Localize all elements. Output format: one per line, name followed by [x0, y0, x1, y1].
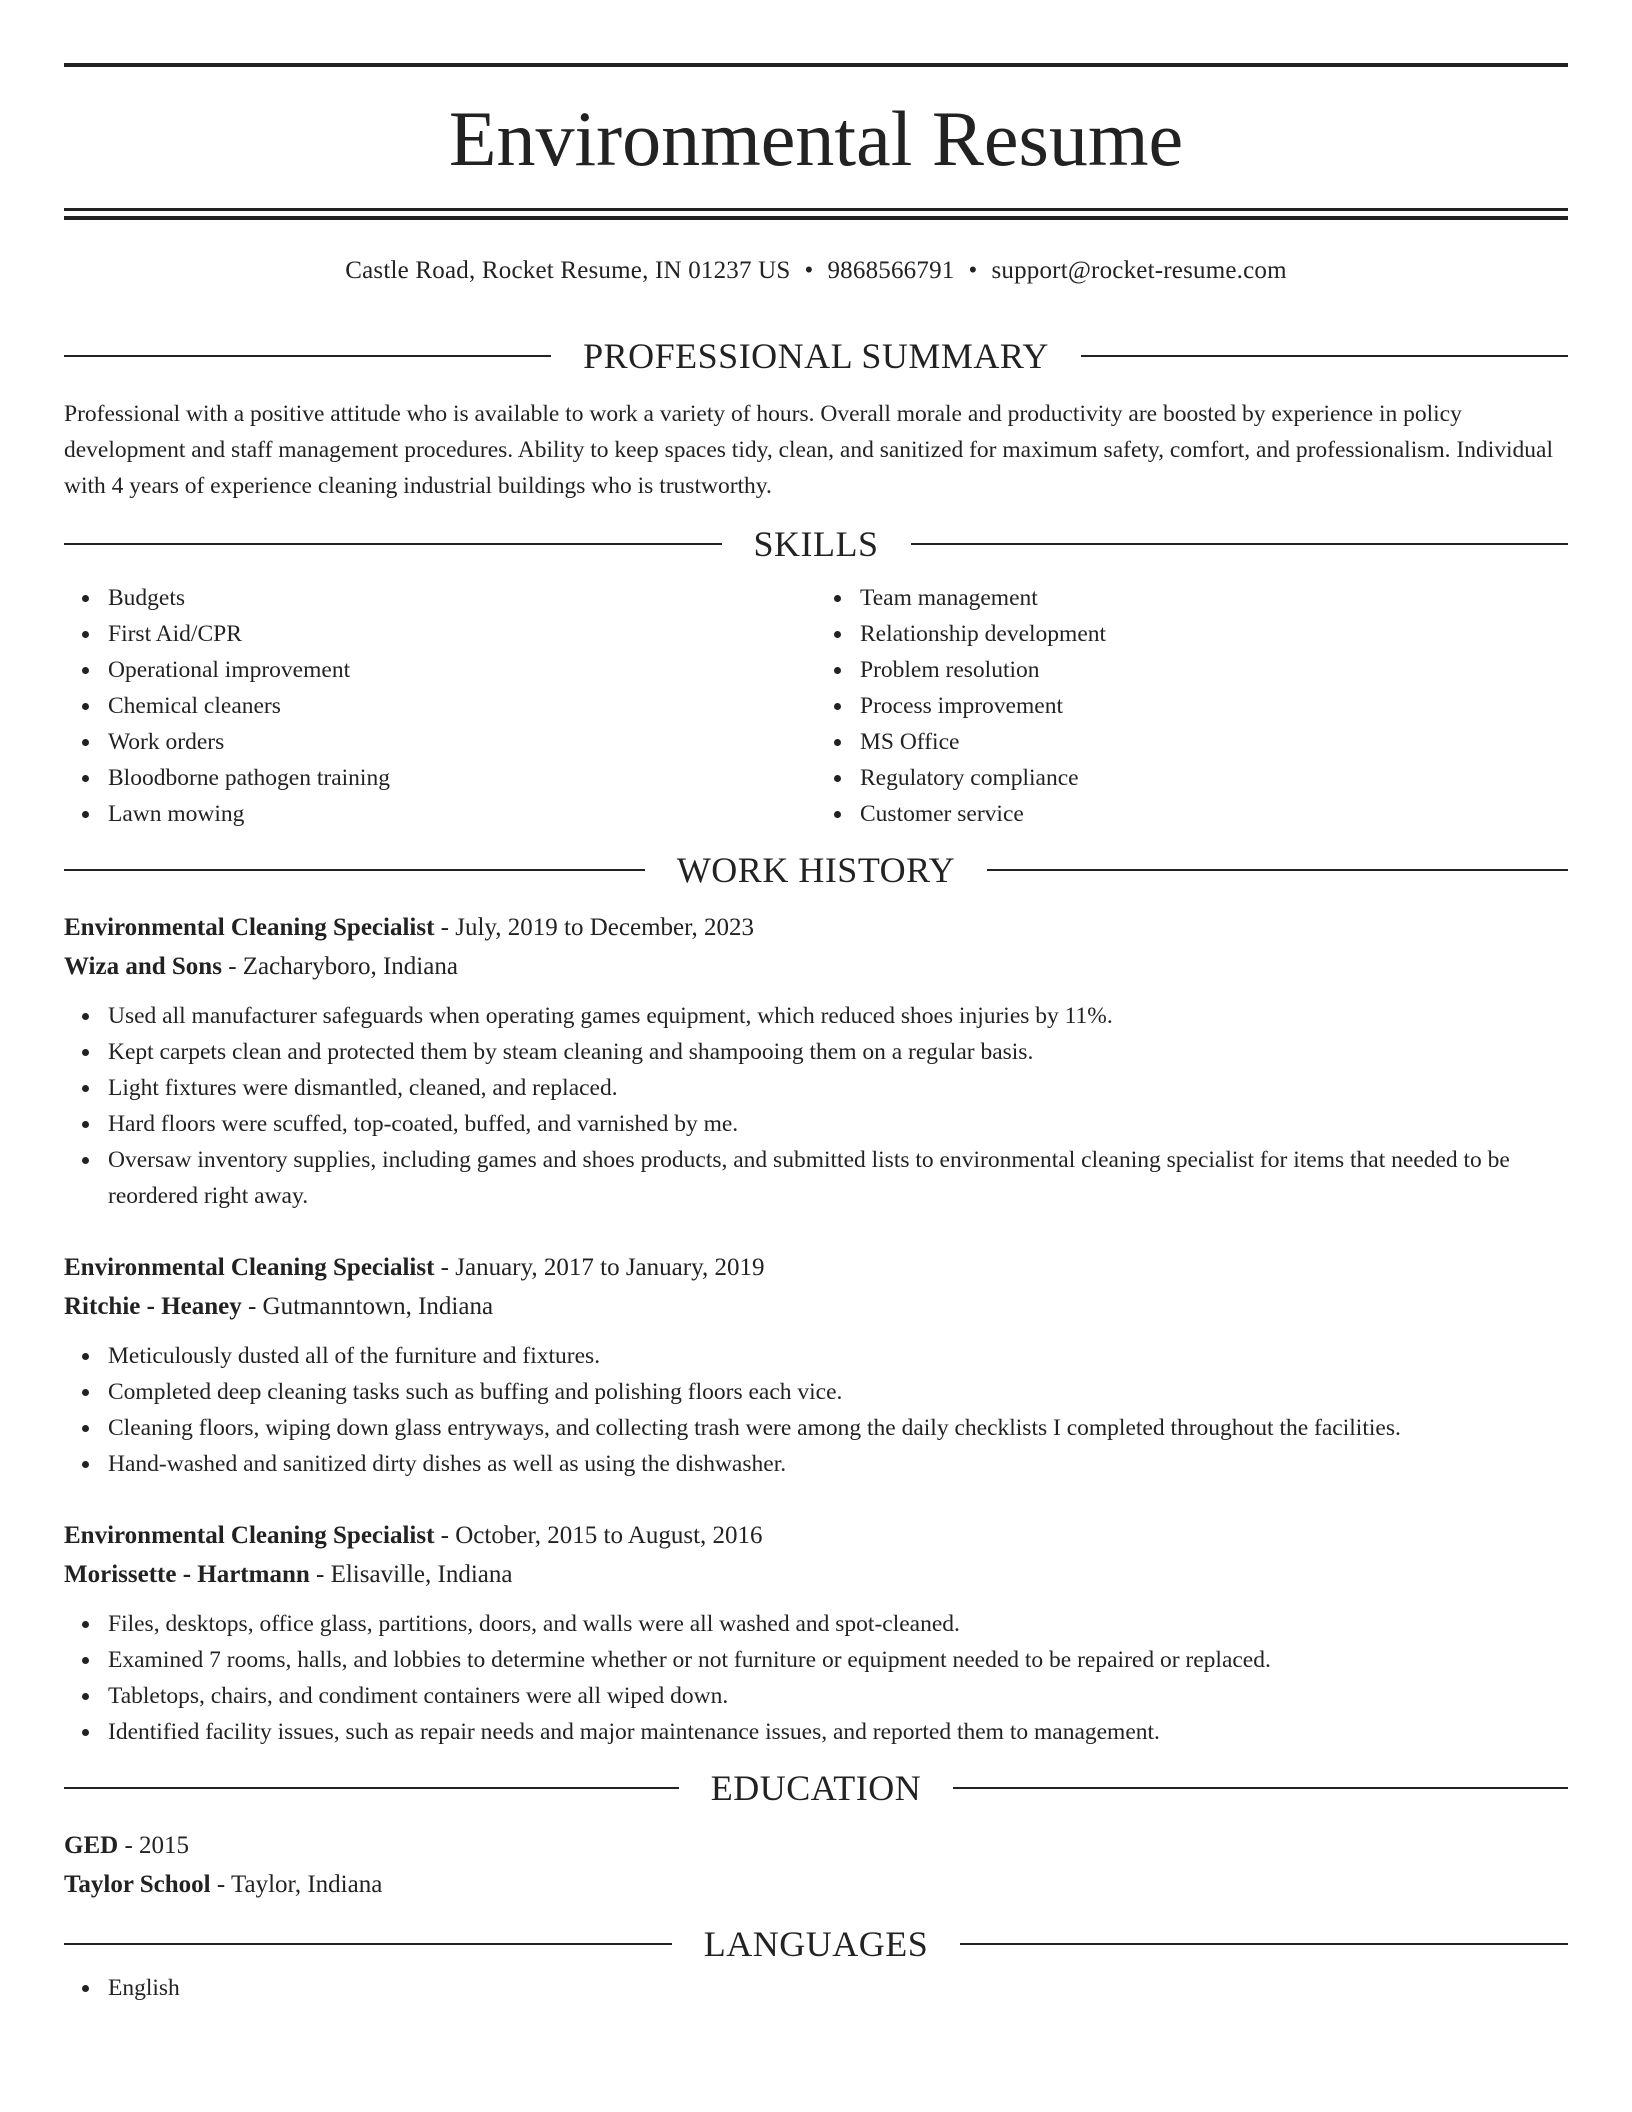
job-entry [64, 1248, 1568, 1482]
section-heading-education [64, 1762, 1568, 1814]
job-bullet: Files, desktops, office glass, partitions, doors, and walls were all washed and spot-cleaned. [108, 1606, 1568, 1642]
skill-item: Regulatory compliance [860, 760, 1568, 796]
summary-text: Professional with a positive attitude who is available to work a variety of hours. Overall morale and productivity are boosted by experience in policy development and staff management procedures. Ability to keep spaces tidy, clean, and sanitized for maximum safety, comfort, and professionalism. Individual with 4 years of experience cleaning industrial buildings who is trustworthy. [64, 401, 1553, 499]
education-degree-line [64, 1826, 1568, 1865]
skill-item: MS Office [860, 724, 1568, 760]
job-company-line [64, 1555, 1568, 1594]
job-company: Ritchie - Heaney [64, 1293, 242, 1320]
section-title: LANGUAGES [703, 1924, 929, 1964]
education-school-line [64, 1865, 1568, 1904]
skill-item: Relationship development [860, 616, 1568, 652]
job-bullets [64, 998, 1568, 1214]
job-bullet: Completed deep cleaning tasks such as buffing and polishing floors each vice. [108, 1374, 1568, 1410]
skills-list-right [816, 580, 1568, 832]
skill-item: Problem resolution [860, 652, 1568, 688]
education-year: - 2015 [118, 1832, 190, 1859]
skills-list-left [64, 580, 816, 832]
job-title: Environmental Cleaning Specialist [64, 1522, 435, 1549]
job-dates: - January, 2017 to January, 2019 [434, 1254, 765, 1281]
education-entry [64, 1826, 1568, 1904]
job-bullet: Cleaning floors, wiping down glass entryways, and collecting trash were among the daily checklists I completed throughout the facilities. [108, 1410, 1568, 1446]
education-degree: GED [64, 1832, 119, 1859]
job-bullet: Hand-washed and sanitized dirty dishes as well as using the dishwasher. [108, 1446, 1568, 1482]
skill-item: Work orders [108, 724, 816, 760]
top-rule [64, 63, 1568, 67]
job-bullet: Kept carpets clean and protected them by steam cleaning and shampooing them on a regular basis. [108, 1034, 1568, 1070]
section-heading-work [64, 844, 1568, 896]
skill-item: Chemical cleaners [108, 688, 816, 724]
skills-columns [64, 580, 1568, 832]
resume-title: Environmental Resume [448, 95, 1184, 182]
job-bullet: Tabletops, chairs, and condiment containers were all wiped down. [108, 1678, 1568, 1714]
job-company-line [64, 947, 1568, 986]
job-bullet: Hard floors were scuffed, top-coated, buffed, and varnished by me. [108, 1106, 1568, 1142]
heading-rule-left [64, 869, 645, 871]
skill-item: Lawn mowing [108, 796, 816, 832]
job-dates: - July, 2019 to December, 2023 [434, 914, 754, 941]
job-title-line [64, 1516, 1568, 1555]
section-title: PROFESSIONAL SUMMARY [583, 336, 1049, 376]
skill-item: Process improvement [860, 688, 1568, 724]
title-rule-upper [64, 208, 1568, 211]
job-location: - Elisaville, Indiana [309, 1561, 513, 1588]
heading-rule-right [911, 543, 1569, 545]
job-bullet: Light fixtures were dismantled, cleaned, and replaced. [108, 1070, 1568, 1106]
skill-item: Budgets [108, 580, 816, 616]
job-bullet: Identified facility issues, such as repair needs and major maintenance issues, and reported them to management. [108, 1714, 1568, 1750]
contact-separator: • [968, 257, 978, 284]
education-location: - Taylor, Indiana [210, 1871, 383, 1898]
job-location: - Zacharyboro, Indiana [221, 953, 458, 980]
section-heading-languages [64, 1918, 1568, 1970]
section-title: WORK HISTORY [676, 850, 956, 890]
skill-item: Team management [860, 580, 1568, 616]
contact-separator: • [804, 257, 814, 284]
job-title: Environmental Cleaning Specialist [64, 914, 435, 941]
job-company-line [64, 1287, 1568, 1326]
job-bullet: Used all manufacturer safeguards when operating games equipment, which reduced shoes injuries by 11%. [108, 998, 1568, 1034]
heading-rule-right [960, 1943, 1568, 1945]
languages-list [64, 1970, 1568, 2006]
heading-rule-right [953, 1787, 1568, 1789]
language-item: English [108, 1970, 1568, 2006]
job-title: Environmental Cleaning Specialist [64, 1254, 435, 1281]
contact-email: support@rocket-resume.com [991, 257, 1287, 284]
job-location: - Gutmanntown, Indiana [241, 1293, 494, 1320]
job-bullets [64, 1606, 1568, 1750]
heading-rule-left [64, 355, 551, 357]
skill-item: First Aid/CPR [108, 616, 816, 652]
heading-rule-right [987, 869, 1568, 871]
job-entry [64, 908, 1568, 1214]
job-bullet: Meticulously dusted all of the furniture and fixtures. [108, 1338, 1568, 1374]
job-bullets [64, 1338, 1568, 1482]
title-rule-lower [64, 216, 1568, 220]
job-title-line [64, 1248, 1568, 1287]
section-heading-skills [64, 518, 1568, 570]
skill-item: Bloodborne pathogen training [108, 760, 816, 796]
contact-line [64, 254, 1568, 288]
job-bullet: Examined 7 rooms, halls, and lobbies to determine whether or not furniture or equipment needed to be repaired or replaced. [108, 1642, 1568, 1678]
contact-address: Castle Road, Rocket Resume, IN 01237 US [345, 257, 791, 284]
education-school: Taylor School [64, 1871, 211, 1898]
job-company: Wiza and Sons [64, 953, 222, 980]
heading-rule-right [1081, 355, 1568, 357]
skill-item: Operational improvement [108, 652, 816, 688]
heading-rule-left [64, 1787, 679, 1789]
job-bullet: Oversaw inventory supplies, including games and shoes products, and submitted lists to environmental cleaning specialist for items that needed to be reordered right away. [108, 1142, 1568, 1214]
section-heading-summary [64, 330, 1568, 382]
job-entry [64, 1516, 1568, 1750]
section-title: EDUCATION [710, 1768, 922, 1808]
job-title-line [64, 908, 1568, 947]
section-title: SKILLS [753, 524, 879, 564]
heading-rule-left [64, 543, 722, 545]
skill-item: Customer service [860, 796, 1568, 832]
job-company: Morissette - Hartmann [64, 1561, 310, 1588]
job-dates: - October, 2015 to August, 2016 [434, 1522, 763, 1549]
contact-phone: 9868566791 [827, 257, 955, 284]
resume-body [64, 330, 1568, 2006]
heading-rule-left [64, 1943, 672, 1945]
